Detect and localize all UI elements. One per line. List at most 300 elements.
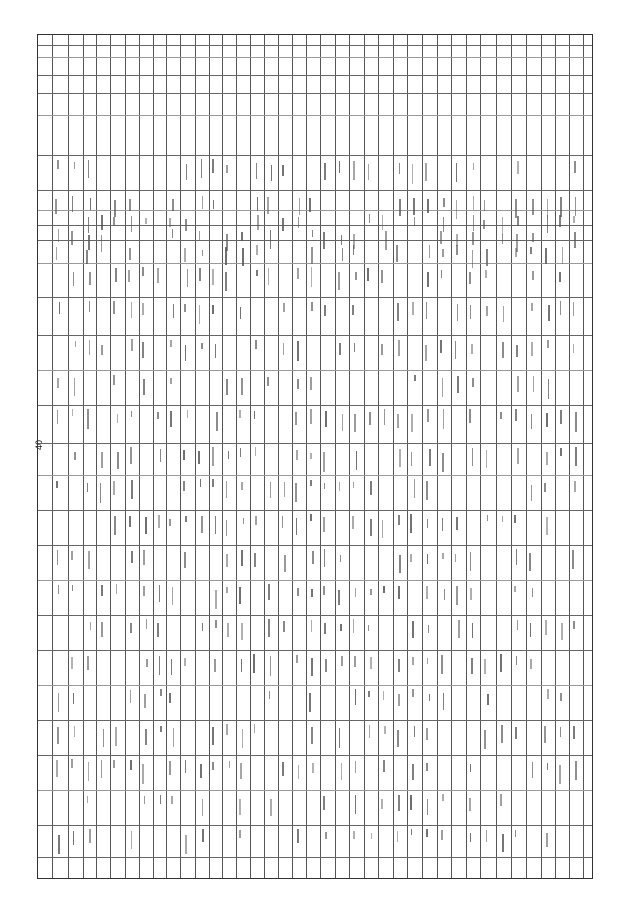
- illegible-cell-text: [185, 345, 187, 361]
- column-rule: [496, 35, 497, 878]
- illegible-cell-text: [426, 302, 428, 319]
- illegible-cell-text: [201, 159, 203, 177]
- illegible-cell-text: [469, 272, 471, 284]
- illegible-cell-text: [56, 481, 58, 488]
- illegible-cell-text: [529, 553, 531, 571]
- illegible-cell-text: [457, 376, 459, 393]
- column-rule: [393, 35, 394, 878]
- illegible-cell-text: [324, 483, 326, 489]
- illegible-cell-text: [397, 303, 399, 321]
- column-rule: [480, 35, 481, 878]
- illegible-cell-text: [472, 448, 474, 466]
- illegible-cell-text: [57, 550, 59, 564]
- illegible-cell-text: [270, 482, 272, 498]
- page-number: 40: [34, 439, 45, 451]
- illegible-cell-text: [312, 763, 314, 773]
- illegible-cell-text: [113, 375, 115, 385]
- column-rule: [555, 35, 556, 878]
- illegible-cell-text: [574, 161, 576, 173]
- illegible-cell-text: [143, 550, 145, 565]
- illegible-cell-text: [414, 726, 416, 737]
- row-rule: [38, 57, 592, 58]
- illegible-cell-text: [160, 795, 162, 804]
- illegible-cell-text: [574, 481, 576, 491]
- illegible-cell-text: [226, 481, 228, 498]
- illegible-cell-text: [428, 625, 430, 633]
- illegible-cell-text: [340, 624, 342, 632]
- illegible-cell-text: [200, 479, 202, 486]
- illegible-cell-text: [410, 514, 412, 533]
- illegible-cell-text: [369, 214, 371, 223]
- illegible-cell-text: [546, 413, 548, 427]
- illegible-cell-text: [88, 217, 90, 233]
- illegible-cell-text: [530, 659, 532, 669]
- illegible-cell-text: [226, 554, 228, 567]
- illegible-cell-text: [469, 798, 471, 811]
- column-rule: [264, 35, 265, 878]
- illegible-cell-text: [310, 377, 312, 390]
- illegible-cell-text: [199, 305, 201, 324]
- column-rule: [292, 35, 293, 878]
- illegible-cell-text: [87, 409, 89, 428]
- illegible-cell-text: [240, 763, 242, 779]
- illegible-cell-text: [215, 620, 217, 628]
- column-rule: [569, 35, 570, 878]
- illegible-cell-text: [117, 452, 119, 469]
- illegible-cell-text: [214, 659, 216, 672]
- illegible-cell-text: [472, 250, 474, 269]
- illegible-cell-text: [101, 452, 103, 468]
- illegible-cell-text: [355, 588, 357, 597]
- illegible-cell-text: [241, 482, 243, 490]
- illegible-cell-text: [131, 831, 133, 849]
- illegible-cell-text: [296, 450, 298, 460]
- illegible-cell-text: [158, 515, 160, 528]
- illegible-cell-text: [268, 584, 270, 599]
- illegible-cell-text: [312, 551, 314, 564]
- illegible-cell-text: [201, 516, 203, 533]
- illegible-cell-text: [355, 795, 357, 814]
- illegible-cell-text: [117, 414, 119, 422]
- illegible-cell-text: [89, 272, 91, 285]
- illegible-cell-text: [113, 760, 115, 768]
- illegible-cell-text: [212, 447, 214, 466]
- illegible-cell-text: [325, 832, 327, 838]
- illegible-cell-text: [385, 231, 387, 250]
- illegible-cell-text: [183, 450, 185, 460]
- illegible-cell-text: [241, 623, 243, 640]
- illegible-cell-text: [382, 520, 384, 538]
- illegible-cell-text: [515, 199, 517, 217]
- row-rule: [38, 720, 592, 721]
- illegible-cell-text: [426, 586, 428, 599]
- illegible-cell-text: [532, 588, 534, 597]
- illegible-cell-text: [501, 725, 503, 743]
- illegible-cell-text: [186, 164, 188, 180]
- illegible-cell-text: [398, 659, 400, 672]
- illegible-cell-text: [441, 655, 443, 674]
- illegible-cell-text: [502, 516, 504, 522]
- illegible-cell-text: [560, 448, 562, 457]
- illegible-cell-text: [412, 164, 414, 184]
- illegible-cell-text: [573, 621, 575, 629]
- illegible-cell-text: [101, 235, 103, 252]
- illegible-cell-text: [172, 587, 174, 606]
- illegible-cell-text: [548, 379, 550, 399]
- illegible-cell-text: [574, 232, 576, 248]
- illegible-cell-text: [370, 657, 372, 669]
- illegible-cell-text: [473, 196, 475, 210]
- illegible-cell-text: [57, 727, 59, 745]
- illegible-cell-text: [310, 453, 312, 460]
- illegible-cell-text: [311, 302, 313, 311]
- illegible-cell-text: [212, 269, 214, 285]
- illegible-cell-text: [472, 232, 474, 245]
- row-rule: [38, 685, 592, 686]
- illegible-cell-text: [368, 164, 370, 180]
- column-rule: [320, 35, 321, 878]
- illegible-cell-text: [354, 656, 356, 667]
- illegible-cell-text: [440, 231, 442, 244]
- illegible-cell-text: [559, 215, 561, 227]
- illegible-cell-text: [429, 449, 431, 466]
- illegible-cell-text: [295, 412, 297, 425]
- illegible-cell-text: [531, 414, 533, 429]
- illegible-cell-text: [441, 830, 443, 840]
- illegible-cell-text: [311, 620, 313, 632]
- illegible-cell-text: [103, 729, 105, 748]
- illegible-cell-text: [559, 272, 561, 282]
- illegible-cell-text: [502, 234, 504, 244]
- column-rule: [236, 35, 237, 878]
- illegible-cell-text: [184, 552, 186, 567]
- illegible-cell-text: [429, 694, 431, 701]
- illegible-cell-text: [341, 235, 343, 245]
- illegible-cell-text: [88, 235, 90, 250]
- illegible-cell-text: [283, 343, 285, 355]
- illegible-cell-text: [187, 269, 189, 287]
- illegible-cell-text: [270, 799, 272, 816]
- illegible-cell-text: [157, 268, 159, 284]
- illegible-cell-text: [533, 376, 535, 392]
- illegible-cell-text: [399, 199, 401, 215]
- illegible-cell-text: [471, 344, 473, 354]
- illegible-cell-text: [440, 340, 442, 353]
- illegible-cell-text: [427, 658, 429, 664]
- illegible-cell-text: [170, 340, 172, 348]
- illegible-cell-text: [412, 621, 414, 638]
- illegible-cell-text: [370, 481, 372, 495]
- illegible-cell-text: [412, 657, 414, 665]
- illegible-cell-text: [185, 516, 187, 523]
- illegible-cell-text: [282, 165, 284, 176]
- illegible-cell-text: [502, 342, 504, 358]
- illegible-cell-text: [185, 835, 187, 854]
- row-rule: [38, 45, 592, 46]
- illegible-cell-text: [515, 727, 517, 739]
- illegible-cell-text: [456, 245, 458, 255]
- illegible-cell-text: [297, 829, 299, 842]
- illegible-cell-text: [101, 760, 103, 778]
- illegible-cell-text: [241, 550, 243, 566]
- illegible-cell-text: [88, 762, 90, 781]
- illegible-cell-text: [573, 344, 575, 353]
- illegible-cell-text: [485, 270, 487, 278]
- illegible-cell-text: [398, 694, 400, 706]
- illegible-cell-text: [530, 247, 532, 254]
- illegible-cell-text: [383, 760, 385, 771]
- illegible-cell-text: [142, 764, 144, 784]
- illegible-cell-text: [90, 198, 92, 210]
- illegible-cell-text: [324, 549, 326, 567]
- illegible-cell-text: [145, 218, 147, 224]
- illegible-cell-text: [443, 198, 445, 207]
- illegible-cell-text: [381, 799, 383, 809]
- illegible-cell-text: [226, 165, 228, 173]
- illegible-cell-text: [202, 829, 204, 841]
- illegible-cell-text: [130, 760, 132, 769]
- illegible-cell-text: [547, 340, 549, 348]
- illegible-cell-text: [159, 656, 161, 674]
- illegible-cell-text: [517, 216, 519, 226]
- illegible-cell-text: [172, 199, 174, 212]
- illegible-cell-text: [131, 551, 133, 562]
- illegible-cell-text: [398, 515, 400, 525]
- illegible-cell-text: [131, 339, 133, 351]
- illegible-cell-text: [398, 586, 400, 599]
- illegible-cell-text: [296, 655, 298, 663]
- illegible-cell-text: [311, 658, 313, 676]
- illegible-cell-text: [500, 794, 502, 806]
- column-rule: [451, 35, 452, 878]
- illegible-cell-text: [113, 301, 115, 314]
- illegible-cell-text: [256, 270, 258, 276]
- illegible-cell-text: [368, 625, 370, 632]
- illegible-cell-text: [382, 215, 384, 230]
- illegible-cell-text: [470, 305, 472, 320]
- illegible-cell-text: [240, 448, 242, 457]
- illegible-cell-text: [354, 414, 356, 432]
- illegible-cell-text: [88, 551, 90, 569]
- illegible-cell-text: [241, 378, 243, 395]
- illegible-cell-text: [255, 516, 257, 525]
- illegible-cell-text: [225, 247, 227, 266]
- illegible-cell-text: [325, 411, 327, 427]
- column-rule: [378, 35, 379, 878]
- illegible-cell-text: [412, 764, 414, 780]
- illegible-cell-text: [457, 304, 459, 321]
- illegible-cell-text: [456, 586, 458, 605]
- illegible-cell-text: [470, 764, 472, 772]
- illegible-cell-text: [310, 409, 312, 424]
- illegible-cell-text: [75, 341, 77, 347]
- illegible-cell-text: [254, 411, 256, 419]
- illegible-cell-text: [353, 482, 355, 489]
- illegible-cell-text: [311, 589, 313, 597]
- illegible-cell-text: [427, 519, 429, 528]
- illegible-cell-text: [370, 589, 372, 595]
- illegible-cell-text: [142, 267, 144, 276]
- illegible-cell-text: [458, 620, 460, 638]
- illegible-cell-text: [146, 659, 148, 668]
- illegible-cell-text: [312, 230, 314, 238]
- illegible-cell-text: [185, 219, 187, 231]
- illegible-cell-text: [89, 301, 91, 312]
- illegible-cell-text: [500, 412, 502, 419]
- illegible-cell-text: [532, 233, 534, 241]
- illegible-cell-text: [89, 829, 91, 843]
- illegible-cell-text: [427, 409, 429, 422]
- illegible-cell-text: [426, 829, 428, 837]
- row-rule: [38, 75, 592, 76]
- illegible-cell-text: [487, 694, 489, 705]
- illegible-cell-text: [255, 447, 257, 456]
- illegible-cell-text: [341, 656, 343, 667]
- illegible-cell-text: [339, 728, 341, 748]
- illegible-cell-text: [298, 217, 300, 228]
- illegible-cell-text: [173, 728, 175, 747]
- illegible-cell-text: [184, 248, 186, 262]
- illegible-cell-text: [213, 200, 215, 209]
- illegible-cell-text: [443, 693, 445, 709]
- illegible-cell-text: [160, 449, 162, 462]
- illegible-cell-text: [575, 197, 577, 216]
- illegible-cell-text: [58, 693, 60, 712]
- illegible-cell-text: [87, 796, 89, 802]
- illegible-cell-text: [367, 268, 369, 281]
- column-rule: [466, 35, 467, 878]
- illegible-cell-text: [157, 412, 159, 419]
- illegible-cell-text: [560, 301, 562, 315]
- illegible-cell-text: [441, 270, 443, 278]
- illegible-cell-text: [341, 763, 343, 781]
- illegible-cell-text: [339, 343, 341, 355]
- illegible-cell-text: [339, 161, 341, 173]
- illegible-cell-text: [131, 480, 133, 500]
- illegible-cell-text: [546, 517, 548, 535]
- illegible-cell-text: [572, 550, 574, 569]
- column-rule: [125, 35, 126, 878]
- illegible-cell-text: [200, 764, 202, 778]
- illegible-cell-text: [241, 659, 243, 673]
- illegible-cell-text: [57, 160, 59, 169]
- illegible-cell-text: [309, 198, 311, 213]
- illegible-cell-text: [383, 586, 385, 593]
- illegible-cell-text: [324, 305, 326, 317]
- illegible-cell-text: [90, 622, 92, 629]
- illegible-cell-text: [72, 196, 74, 212]
- column-rule: [68, 35, 69, 878]
- column-rule: [110, 35, 111, 878]
- illegible-cell-text: [171, 659, 173, 676]
- illegible-cell-text: [399, 163, 401, 174]
- illegible-cell-text: [516, 656, 518, 665]
- illegible-cell-text: [414, 217, 416, 225]
- column-rule: [511, 35, 512, 878]
- column-rule: [541, 35, 542, 878]
- illegible-cell-text: [323, 586, 325, 595]
- illegible-cell-text: [355, 689, 357, 704]
- illegible-cell-text: [340, 555, 342, 562]
- illegible-cell-text: [311, 247, 313, 264]
- illegible-cell-text: [442, 518, 444, 532]
- illegible-cell-text: [442, 378, 444, 398]
- illegible-cell-text: [58, 229, 60, 242]
- illegible-cell-text: [59, 302, 61, 314]
- illegible-cell-text: [311, 267, 313, 287]
- illegible-cell-text: [269, 691, 271, 699]
- illegible-cell-text: [471, 658, 473, 674]
- illegible-cell-text: [444, 589, 446, 600]
- illegible-cell-text: [456, 163, 458, 182]
- illegible-cell-text: [73, 831, 75, 845]
- illegible-cell-text: [87, 483, 89, 492]
- illegible-cell-text: [253, 654, 255, 672]
- illegible-cell-text: [72, 585, 74, 591]
- row-rule: [38, 263, 592, 264]
- illegible-cell-text: [500, 654, 502, 672]
- illegible-cell-text: [456, 517, 458, 530]
- illegible-cell-text: [160, 689, 162, 696]
- illegible-cell-text: [517, 620, 519, 630]
- illegible-cell-text: [547, 763, 549, 770]
- illegible-cell-text: [297, 379, 299, 389]
- illegible-cell-text: [338, 272, 340, 290]
- illegible-cell-text: [414, 479, 416, 498]
- row-rule: [38, 580, 592, 581]
- illegible-cell-text: [171, 796, 173, 804]
- illegible-cell-text: [353, 245, 355, 255]
- illegible-cell-text: [353, 161, 355, 180]
- illegible-cell-text: [88, 160, 90, 179]
- illegible-cell-text: [325, 659, 327, 672]
- illegible-cell-text: [573, 302, 575, 315]
- illegible-cell-text: [198, 451, 200, 464]
- column-rule: [437, 35, 438, 878]
- illegible-cell-text: [86, 250, 88, 264]
- illegible-cell-text: [212, 762, 214, 770]
- illegible-cell-text: [184, 304, 186, 312]
- illegible-cell-text: [295, 483, 297, 502]
- illegible-cell-text: [142, 303, 144, 316]
- row-rule: [38, 615, 592, 616]
- illegible-cell-text: [101, 585, 103, 596]
- illegible-cell-text: [356, 451, 358, 470]
- illegible-cell-text: [130, 690, 132, 703]
- illegible-cell-text: [131, 302, 133, 318]
- illegible-cell-text: [212, 727, 214, 744]
- illegible-cell-text: [116, 584, 118, 593]
- illegible-cell-text: [226, 379, 228, 395]
- illegible-cell-text: [74, 726, 76, 737]
- illegible-cell-text: [212, 305, 214, 314]
- illegible-cell-text: [311, 727, 313, 744]
- illegible-cell-text: [517, 161, 519, 174]
- illegible-cell-text: [531, 303, 533, 312]
- illegible-cell-text: [160, 726, 162, 733]
- column-rule: [306, 35, 307, 878]
- illegible-cell-text: [242, 729, 244, 748]
- illegible-cell-text: [426, 481, 428, 500]
- illegible-cell-text: [502, 834, 504, 852]
- illegible-cell-text: [173, 304, 175, 317]
- illegible-cell-text: [101, 215, 103, 230]
- illegible-cell-text: [323, 796, 325, 809]
- illegible-cell-text: [87, 656, 89, 669]
- row-rule: [38, 210, 592, 211]
- illegible-cell-text: [216, 412, 218, 431]
- illegible-cell-text: [443, 409, 445, 429]
